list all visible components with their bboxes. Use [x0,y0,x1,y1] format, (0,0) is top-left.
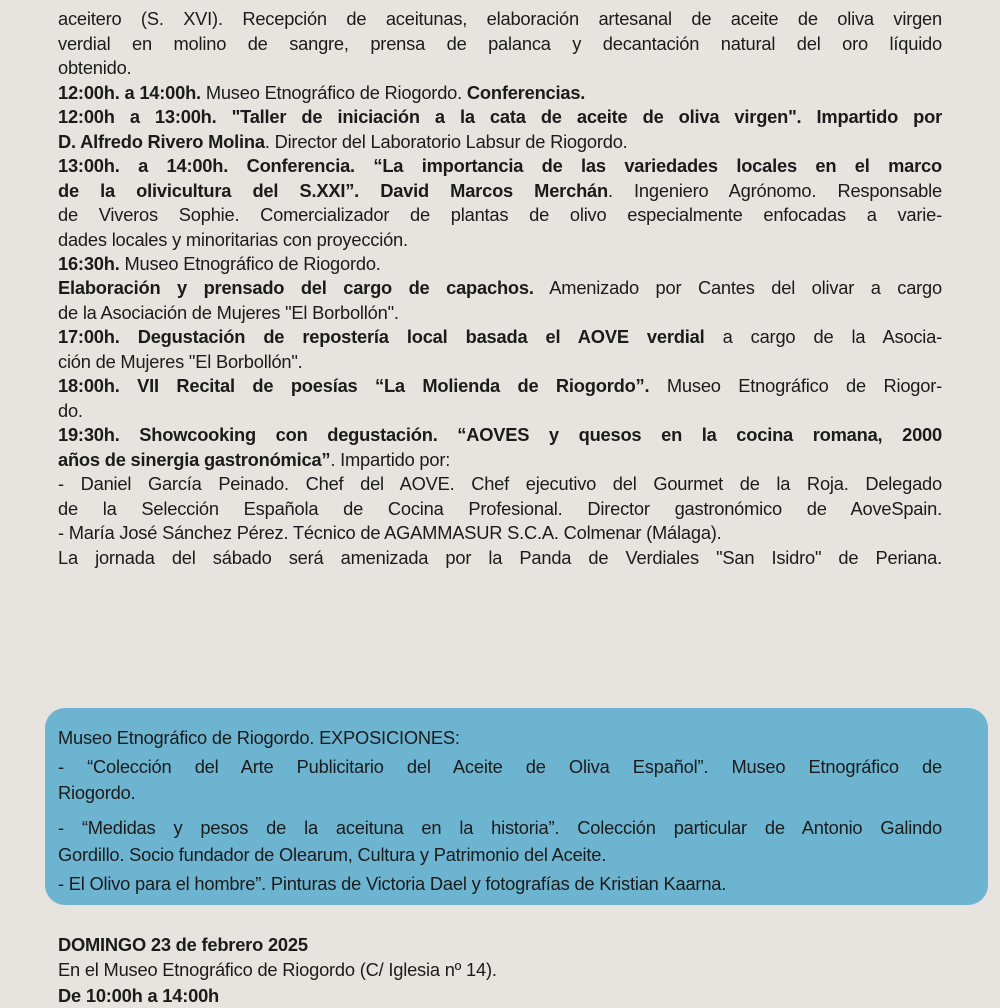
text: de la Asociación de Mujeres "El Borbollón". [58,302,399,323]
program-line [58,423,942,447]
program-line [58,130,942,154]
text: - “Medidas y pesos de la aceituna en la historia”. Colección particular de Antonio Galindo [58,817,942,838]
exhibitions-line [58,781,942,805]
program-line [58,399,942,423]
text: a cargo de la Asocia- [704,326,942,347]
program-line [58,203,942,227]
program-line [58,56,942,80]
bold-text: Conferencias. [466,82,586,103]
text: dades locales y minoritarias con proyección. [58,229,408,250]
exhibitions-line [58,872,942,896]
text: - El Olivo para el hombre”. Pinturas de Victoria Dael y fotografías de Kristian Kaarna. [58,873,727,894]
text: - Daniel García Peinado. Chef del AOVE. Chef ejecutivo del Gourmet de la Roja. Delegado [58,473,942,494]
bold-text: De 10:00h a 14:00h [58,985,220,1006]
program-line [58,301,942,325]
exhibitions-line [58,755,942,779]
text: de la Selección Española de Cocina Profesional. Director gastronómico de AoveSpain. [58,498,942,519]
text: de Viveros Sophie. Comercializador de plantas de olivo especialmente enfocadas a varie- [58,204,942,225]
text: . Director del Laboratorio Labsur de Riogordo. [264,131,628,152]
program-line [58,81,942,105]
text: Amenizado por Cantes del olivar a cargo [533,277,942,298]
program-line [58,7,942,31]
program-line [58,179,942,203]
text: do. [58,400,83,421]
program-line [58,546,942,570]
bold-text: 16:30h. [58,253,120,274]
exhibitions-line [58,816,942,840]
text: - “Colección del Arte Publicitario del Aceite de Oliva Español”. Museo Etnográfico de [58,756,942,777]
program-line [58,32,942,56]
exhibitions-line [58,726,942,750]
text: obtenido. [58,57,132,78]
text: Museo Etnográfico de Riogordo. EXPOSICIONES: [58,727,460,748]
bold-text: DOMINGO 23 de febrero 2025 [58,934,308,955]
text: - María José Sánchez Pérez. Técnico de AGAMMASUR S.C.A. Colmenar (Málaga). [58,522,722,543]
text: En el Museo Etnográfico de Riogordo (C/ Iglesia nº 14). [58,959,497,980]
program-line [58,252,942,276]
sunday-line [58,933,942,957]
text: Museo Etnográfico de Riogordo. [119,253,381,274]
program-line [58,228,942,252]
bold-text: años de sinergia gastronómica” [58,449,331,470]
program-line [58,521,942,545]
sunday-line [58,984,942,1008]
bold-text: de la olivicultura del S.XXI”. David Marcos Merchán [58,180,608,201]
program-line [58,350,942,374]
exhibitions-line [58,843,942,867]
bold-text: 17:00h. Degustación de repostería local basada el AOVE verdial [58,326,705,347]
program-line [58,105,942,129]
text: Gordillo. Socio fundador de Olearum, Cultura y Patrimonio del Aceite. [58,844,607,865]
program-line [58,374,942,398]
program-line [58,472,942,496]
text: . Impartido por: [330,449,451,470]
bold-text: Elaboración y prensado del cargo de capachos. [58,277,534,298]
program-line [58,276,942,300]
text: ción de Mujeres "El Borbollón". [58,351,303,372]
text: Museo Etnográfico de Riogordo. [200,82,467,103]
bold-text: 18:00h. VII Recital de poesías “La Molienda de Riogordo”. [58,375,650,396]
bold-text: D. Alfredo Rivero Molina [58,131,265,152]
text: Riogordo. [58,782,136,803]
program-line [58,448,942,472]
bold-text: 12:00h a 13:00h. "Taller de iniciación a la cata de aceite de oliva virgen". Impartido por [58,106,942,127]
program-line [58,154,942,178]
program-line [58,497,942,521]
text: . Ingeniero Agrónomo. Responsable [607,180,942,201]
bold-text: 19:30h. Showcooking con degustación. “AOVES y quesos en la cocina romana, 2000 [58,424,942,445]
bold-text: 13:00h. a 14:00h. Conferencia. “La importancia de las variedades locales en el marco [58,155,942,176]
program-line [58,325,942,349]
text: Museo Etnográfico de Riogor- [649,375,942,396]
text: aceitero (S. XVI). Recepción de aceitunas, elaboración artesanal de aceite de oliva virgen [58,8,942,29]
sunday-line [58,958,942,982]
bold-text: 12:00h. a 14:00h. [58,82,201,103]
text: La jornada del sábado será amenizada por la Panda de Verdiales "San Isidro" de Periana. [58,547,942,568]
text: verdial en molino de sangre, prensa de palanca y decantación natural del oro líquido [58,33,942,54]
